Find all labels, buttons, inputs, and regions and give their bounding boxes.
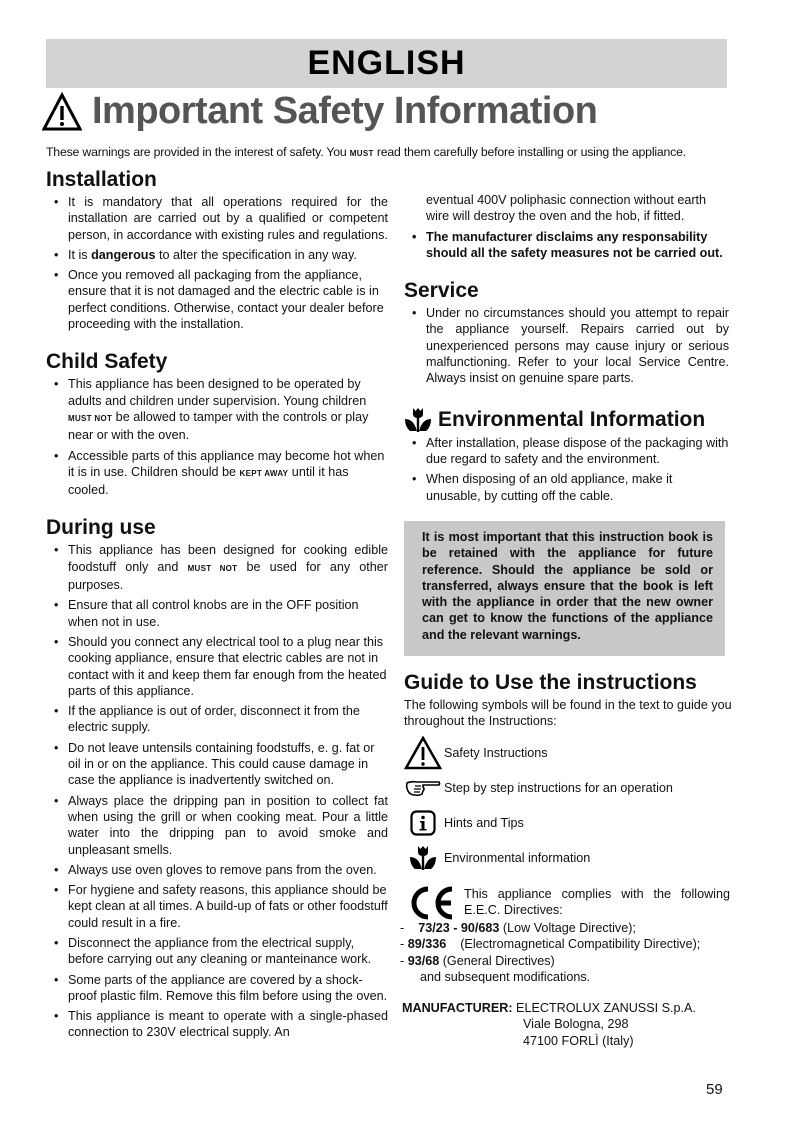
list-item: • If the appliance is out of order, disconnect it from the electric supply. xyxy=(54,704,360,735)
intro-before: These warnings are provided in the interest of safety. You xyxy=(46,145,350,159)
list-item: • It is mandatory that all operations required for the installation are carried out by a qualified or competent person, in accordance with existing rules and regulations. xyxy=(54,195,388,242)
tulip-icon xyxy=(409,845,437,871)
retention-note-text: It is most important that this instruction book is be retained with the appliance for future reference. Should the appliance be sold or transferred, always ensure that the book is left with the appliance in order that the new owner can get to know the functions of the appliance and the relevant warnings. xyxy=(422,530,713,642)
list-item: • Should you connect any electrical tool to a plug near this cooking appliance, ensure that electric cables are not in contact with it and keep them far enough from the heated parts of this appliance. xyxy=(54,634,387,698)
section-service xyxy=(404,279,729,386)
retention-note-box xyxy=(404,521,725,656)
guide-intro: The following symbols will be found in the text to guide you throughout the Instructions: xyxy=(404,698,732,729)
list-item: • This appliance has been designed for cooking edible foodstuff only and MUST NOT be used for any other purposes. xyxy=(54,543,388,593)
symbol-row xyxy=(404,806,734,841)
section-child-safety xyxy=(46,350,388,498)
intro-text xyxy=(46,145,686,159)
section-heading: Guide to Use the instructions xyxy=(404,671,697,694)
page-number: 59 xyxy=(706,1081,723,1098)
list-item: • After installation, please dispose of the packaging with due regard to safety and the environment. xyxy=(412,435,729,466)
language-header xyxy=(46,39,727,88)
list-item: • It is dangerous to alter the specification in any way. xyxy=(54,247,357,262)
manufacturer-label: MANUFACTURER: xyxy=(402,1001,513,1015)
disclaimer: • The manufacturer disclaims any responsability should all the safety measures not be carried out. xyxy=(412,229,723,260)
symbol-row xyxy=(404,841,734,876)
symbol-label: Safety Instructions xyxy=(444,746,548,761)
list-item: • Always use oven gloves to remove pans from the oven. xyxy=(54,862,377,877)
manufacturer-city: 47100 FORLÌ (Italy) xyxy=(523,1033,634,1048)
symbol-label: Step by step instructions for an operation xyxy=(444,781,673,796)
intro-after: read them carefully before installing or using the appliance. xyxy=(373,145,686,159)
list-item: • Disconnect the appliance from the electrical supply, before carrying out any cleaning or manteinance work. xyxy=(54,935,372,967)
list-item: • Accessible parts of this appliance may become hot when it is in use. Children should be KEPT AWAY until it has cooled. xyxy=(54,448,385,498)
manufacturer-block xyxy=(402,1000,696,1049)
section-heading: During use xyxy=(46,516,156,540)
symbol-row xyxy=(404,771,734,806)
tulip-icon xyxy=(404,407,432,433)
continuation-text: eventual 400V poliphasic connection without earth wire will destroy the oven and the hob, if fitted. xyxy=(426,193,707,224)
list-item: • Under no circumstances should you attempt to repair the appliance yourself. Repairs carried out by unexperienced persons may cause injury or serious malfunctioning. Refer to your local Service Centre. Always insist on genuine spare parts. xyxy=(412,306,729,386)
intro-emphasis: MUST xyxy=(349,149,374,158)
pointing-hand-icon xyxy=(405,779,441,797)
list-item: • This appliance has been designed to be operated by adults and children under supervision. Young children MUST NOT be allowed to tamper with the controls or play near or with the oven. xyxy=(54,377,369,443)
info-icon xyxy=(410,810,436,836)
section-environmental xyxy=(404,407,729,504)
symbol-row xyxy=(404,736,734,771)
list-item: • For hygiene and safety reasons, this appliance should be kept clean at all times. A build-up of fats or other foodstuff could result in a fire. xyxy=(54,883,388,930)
directive-line: - 93/68 (General Directives) xyxy=(400,953,555,968)
ce-statement: This appliance complies with the following E.E.C. Directives: xyxy=(464,887,730,918)
section-heading: Child Safety xyxy=(46,350,168,374)
symbol-label: Hints and Tips xyxy=(444,816,524,831)
section-installation xyxy=(46,168,388,332)
manufacturer-address: Viale Bologna, 298 xyxy=(523,1017,629,1032)
directive-footer: and subsequent modifications. xyxy=(420,969,591,984)
section-heading: Service xyxy=(404,279,479,303)
left-column xyxy=(46,168,388,1059)
warning-triangle-icon xyxy=(42,92,82,132)
language-label: ENGLISH xyxy=(307,44,466,82)
section-heading: Environmental Information xyxy=(404,407,729,433)
section-guide xyxy=(404,671,734,876)
list-item: • Always place the dripping pan in position to collect fat when using the grill or when cooking meat. Pour a little water into the dripping pan to avoid smoke and unpleasant smells. xyxy=(54,793,388,857)
manufacturer-name: ELECTROLUX ZANUSSI S.p.A. xyxy=(516,1001,696,1015)
directive-line: - 73/23 - 90/683 (Low Voltage Directive); xyxy=(400,921,636,935)
symbol-label: Environmental information xyxy=(444,851,591,866)
list-item: • Some parts of the appliance are covered by a shock-proof plastic film. Remove this film before using the oven. xyxy=(54,972,388,1003)
section-during-use xyxy=(46,516,388,1040)
list-item: • This appliance is meant to operate with a single-phased connection to 230V electrical supply. An xyxy=(54,1009,388,1040)
list-item: • Ensure that all control knobs are in the OFF position when not in use. xyxy=(54,598,359,629)
ce-compliance xyxy=(400,886,730,985)
ce-mark-icon xyxy=(406,886,458,920)
page-title-text: Important Safety Information xyxy=(92,90,598,132)
list-item: • When disposing of an old appliance, make it unusable, by cutting off the cable. xyxy=(412,472,673,503)
list-item: • Do not leave untensils containing foodstuffs, e. g. fat or oil in or on the appliance. This could cause damage in case the appliance is inadvertently switched on. xyxy=(54,740,375,788)
directive-line: - 89/336 (Electromagnetical Compatibility Directive); xyxy=(400,937,701,952)
section-heading: Installation xyxy=(46,168,157,191)
list-item: • Once you removed all packaging from the appliance, ensure that it is not damaged and the electric cable is in perfect conditions. Otherwise, contact your dealer before proceeding with the installation. xyxy=(54,268,384,332)
right-column xyxy=(404,192,729,522)
warning-triangle-icon xyxy=(404,736,442,770)
page-title xyxy=(42,90,597,133)
